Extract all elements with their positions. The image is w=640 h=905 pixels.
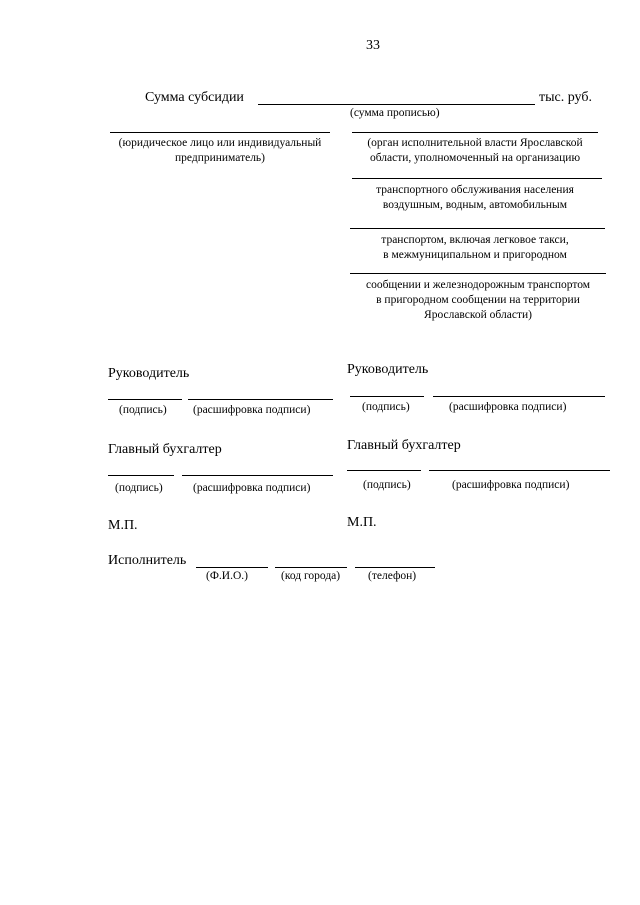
right-party-text: транспортом, включая легковое такси, <box>381 234 569 246</box>
subsidy-label: Сумма субсидии <box>145 90 244 105</box>
right-party-line-2 <box>352 178 602 179</box>
subsidy-amount-line <box>258 104 535 105</box>
left-head-decoding-line <box>188 399 333 400</box>
right-head-decoding-caption: (расшифровка подписи) <box>449 401 567 413</box>
right-stamp-label: М.П. <box>347 515 377 530</box>
subsidy-unit: тыс. руб. <box>539 90 592 105</box>
right-head-label: Руководитель <box>347 362 429 377</box>
left-head-decoding-caption: (расшифровка подписи) <box>193 404 311 416</box>
left-head-label: Руководитель <box>108 366 190 381</box>
left-party-caption-line1: (юридическое лицо или индивидуальный <box>118 137 322 149</box>
left-head-signature-caption: (подпись) <box>119 404 167 416</box>
right-party-block-2 <box>345 183 605 213</box>
right-accountant-signature-line <box>347 470 421 471</box>
right-party-text: сообщении и железнодорожным транспортом <box>365 279 591 291</box>
right-party-text: воздушным, водным, автомобильным <box>382 199 568 211</box>
right-head-signature-line <box>350 396 424 397</box>
executor-label: Исполнитель <box>108 553 187 568</box>
left-accountant-signature-caption: (подпись) <box>115 482 163 494</box>
executor-phone-caption: (телефон) <box>368 570 417 582</box>
left-accountant-signature-line <box>108 475 174 476</box>
left-party-caption <box>100 136 340 166</box>
executor-city-code-line <box>275 567 347 568</box>
left-head-signature-line <box>108 399 182 400</box>
right-party-line-1 <box>352 132 598 133</box>
left-accountant-decoding-line <box>182 475 333 476</box>
right-party-block-1 <box>345 136 605 166</box>
left-party-caption-line2: предприниматель) <box>174 152 266 164</box>
subsidy-caption: (сумма прописью) <box>350 107 440 119</box>
left-stamp-label: М.П. <box>108 518 138 533</box>
right-party-text: в пригородном сообщении на территории <box>376 294 580 306</box>
executor-fio-caption: (Ф.И.О.) <box>206 570 248 582</box>
right-head-signature-caption: (подпись) <box>362 401 410 413</box>
right-party-text: в межмуниципальном и пригородном <box>383 249 567 261</box>
right-party-block-3 <box>345 233 605 263</box>
right-head-decoding-line <box>433 396 605 397</box>
right-accountant-signature-caption: (подпись) <box>363 479 411 491</box>
left-accountant-decoding-caption: (расшифровка подписи) <box>193 482 311 494</box>
right-party-line-3 <box>350 228 605 229</box>
left-accountant-label: Главный бухгалтер <box>108 442 222 457</box>
right-party-text: транспортного обслуживания населения <box>376 184 574 196</box>
executor-phone-line <box>355 567 435 568</box>
right-party-text: области, уполномоченный на организацию <box>369 152 581 164</box>
right-accountant-decoding-caption: (расшифровка подписи) <box>452 479 570 491</box>
right-party-text: (орган исполнительной власти Ярославской <box>367 137 583 149</box>
executor-city-code-caption: (код города) <box>281 570 341 582</box>
page-number: 33 <box>366 38 380 53</box>
left-party-line <box>110 132 330 133</box>
right-accountant-label: Главный бухгалтер <box>347 438 461 453</box>
right-party-text: Ярославской области) <box>424 309 532 321</box>
right-accountant-decoding-line <box>429 470 610 471</box>
right-party-line-4 <box>350 273 606 274</box>
right-party-block-4 <box>343 278 613 323</box>
executor-fio-line <box>196 567 268 568</box>
